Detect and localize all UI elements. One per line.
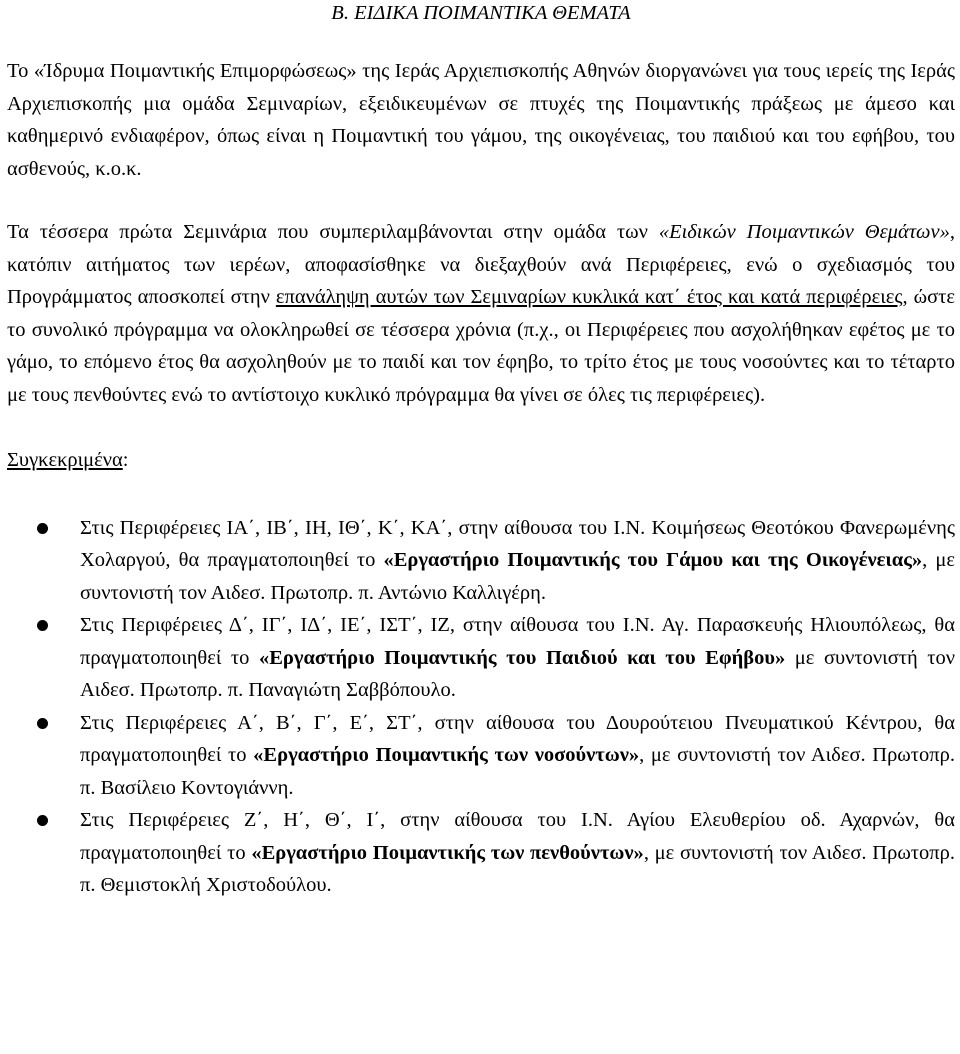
seminars-text-3: , ώστε το συνολικό πρόγραμμα να ολοκληρωθεί σε τέσσερα χρόνια (π.χ., οι Περιφέρειες που ασχολήθηκαν εφέτος με το γάμο, το επόμενο έτος θα ασχοληθούν με το παιδί και τον έφηβο, το τρίτο έτος με τους νοσούντες και το τέταρτο με τους πενθούντες ενώ το αντίστοιχο κυκλικό πρόγραμμα θα γίνει σε όλες τις περιφέρειες).: [7, 286, 955, 406]
workshop-title: «Εργαστήριο Ποιμαντικής του Παιδιού και του Εφήβου»: [258, 646, 786, 669]
special-topics-title: «Ειδικών Ποιμαντικών Θεμάτων»: [658, 221, 950, 243]
item-text-post: με συντονιστή τον Αιδεσ. Πρωτοπρ. π. Παναγιώτη Σαββόπουλο.: [80, 646, 956, 701]
workshop-title: «Εργαστήριο Ποιμαντικής των νοσούντων»: [253, 744, 640, 766]
item-text-post: , με συντονιστή τον Αιδεσ. Πρωτοπρ. π. Βασίλειο Κοντογιάννη.: [80, 744, 955, 799]
list-item: [7, 804, 955, 902]
bullet-icon: [37, 620, 48, 631]
item-text-post: , με συντονιστή τον Αιδεσ. Πρωτοπρ. π. Αντώνιο Καλλιγέρη.: [80, 549, 955, 604]
bullet-icon: [37, 523, 48, 534]
seminars-text-2: , κατόπιν αιτήματος των ιερέων, αποφασίσθηκε να διεξαχθούν ανά Περιφέρειες, ενώ ο σχεδιασμός του Προγράμματος αποσκοπεί στην: [7, 221, 956, 308]
specifically-underlined: Συγκεκριμένα: [7, 449, 123, 471]
list-item: [7, 609, 955, 707]
item-text-post: , με συντονιστή τον Αιδεσ. Πρωτοπρ. π. Θεμιστοκλή Χριστοδούλου.: [80, 841, 955, 896]
intro-paragraph: Το «Ίδρυμα Ποιμαντικής Επιμορφώσεως» της Ιεράς Αρχιεπισκοπής Αθηνών διοργανώνει για τους ιερείς της Ιεράς Αρχιεπισκοπής μια ομάδα Σεμιναρίων, εξειδικευμένων σε πτυχές της Ποιμαντικής πράξεως με άμεσο και καθημερινό ενδιαφέρον, όπως είναι η Ποιμαντική του γάμου, της οικογένειας, του παιδιού και του εφήβου, του ασθενούς, κ.ο.κ.: [7, 60, 955, 180]
section-heading: Β. ΕΙΔΙΚΑ ΠΟΙΜΑΝΤΙΚΑ ΘΕΜΑΤΑ: [331, 2, 631, 24]
item-text-pre: Στις Περιφέρειες Δ΄, ΙΓ΄, ΙΔ΄, ΙΕ΄, ΙΣΤ΄, ΙΖ, στην αίθουσα του Ι.Ν. Αγ. Παρασκευής Ηλιουπόλεως, θα πραγματοποιηθεί το: [80, 614, 955, 669]
item-text-pre: Στις Περιφέρειες Α΄, Β΄, Γ΄, Ε΄, ΣΤ΄, στην αίθουσα του Δουρούτειου Πνευματικού Κέντρου, θα πραγματοποιηθεί το: [80, 711, 955, 766]
specifically-colon: :: [122, 449, 129, 471]
workshop-title: «Εργαστήριο Ποιμαντικής του Γάμου και της Οικογένειας»: [383, 549, 923, 571]
bullet-icon: [37, 815, 48, 826]
bullet-icon: [37, 718, 48, 729]
repetition-underlined-text: επανάληψη αυτών των Σεμιναρίων κυκλικά κατ΄ έτος και κατά περιφέρειες: [275, 286, 903, 308]
item-text-pre: Στις Περιφέρειες Ζ΄, Η΄, Θ΄, Ι΄, στην αίθουσα του Ι.Ν. Αγίου Ελευθερίου οδ. Αχαρνών, θα πραγματοποιηθεί το: [80, 809, 955, 864]
document-page: [7, 0, 955, 902]
seminars-paragraph: [7, 216, 955, 411]
specifically-label: [7, 444, 955, 477]
workshop-list: [7, 512, 955, 902]
workshop-title: «Εργαστήριο Ποιμαντικής των πενθούντων»: [251, 841, 644, 864]
seminars-text-1: Τα τέσσερα πρώτα Σεμινάρια που συμπεριλαμβάνονται στην ομάδα των: [7, 221, 659, 243]
list-item: [7, 512, 955, 610]
list-item: [7, 707, 955, 805]
item-text-pre: Στις Περιφέρειες ΙΑ΄, ΙΒ΄, ΙΗ, ΙΘ΄, Κ΄, ΚΑ΄, στην αίθουσα του Ι.Ν. Κοιμήσεως Θεοτόκου Φανερωμένης Χολαργού, θα πραγματοποιηθεί το: [80, 516, 955, 571]
